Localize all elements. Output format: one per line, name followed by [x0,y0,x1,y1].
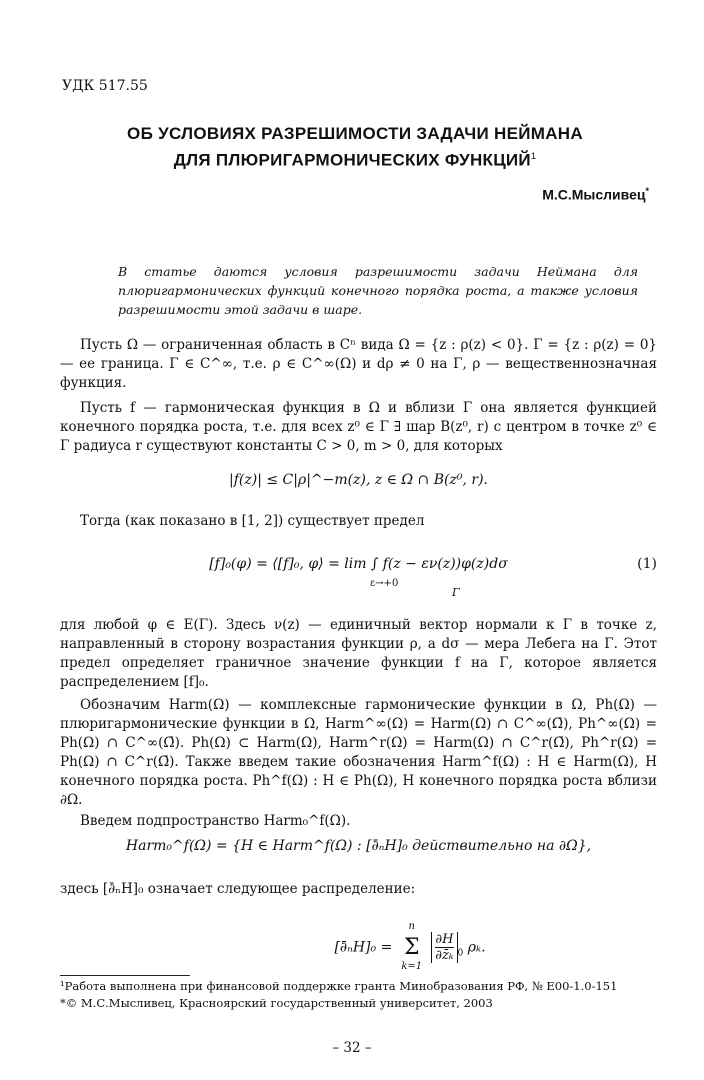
title-line-1: ОБ УСЛОВИЯХ РАЗРЕШИМОСТИ ЗАДАЧИ НЕЙМАНА [127,124,583,143]
body-block-4 [60,880,657,899]
body-block-3 [60,616,657,831]
formula-distribution-rhs: ρₖ. [467,939,486,956]
page-number: – 32 – [332,1040,372,1056]
title-line-2: ДЛЯ ПЛЮРИГАРМОНИЧЕСКИХ ФУНКЦИЙ$^1$ [173,150,537,170]
sum-lower-limit: k=1 [401,961,423,972]
body-block-2 [60,512,657,531]
paragraph-5: Обозначим Harm(Ω) — комплексные гармонические функции в Ω, Ph(Ω) — плюригармонические функции в Ω, Harm^∞(Ω) = Harm(Ω) ∩ C^∞(Ω̄), Ph^∞(Ω) = Ph(Ω) ∩ C^∞(Ω̄). Ph(Ω) ⊂ Harm(Ω), Harm^r(Ω) = Harm(Ω) ∩ C^r(Ω̄), Ph^r(Ω) = Ph(Ω) ∩ C^r(Ω̄). Также введем такие обозначения Harm^f(Ω) : H ∈ Harm(Ω), H конечного порядка роста. Ph^f(Ω) : H ∈ Ph(Ω), H конечного порядка роста вблизи ∂Ω. [60,697,657,808]
bracket-fraction [431,932,457,963]
udk-code: УДК 517.55 [62,78,148,94]
formula-harm0-definition: Harm₀^f(Ω) = {H ∈ Harm^f(Ω) : [∂̄ₙH]₀ действительно на ∂Ω}, [125,838,592,854]
formula-growth-estimate: |f(z)| ≤ C|ρ|^−m(z), z ∈ Ω ∩ B(z⁰, r). [229,472,488,488]
paragraph-3: Тогда (как показано в [1, 2]) существует предел [80,513,425,529]
footnote-divider [60,975,190,976]
bracket-subscript: 0 [457,948,464,959]
abstract: В статье даются условия разрешимости задачи Неймана для плюригармонических функций конечного порядка роста, а также условия разрешимости этой задачи в шаре. [118,264,638,317]
footnote-grant: ¹Работа выполнена при финансовой поддержке гранта Минобразования РФ, № Е00-1.0-151 [60,979,618,993]
author-name: М.С.Мысливец* [542,186,649,203]
footnotes [60,978,657,1012]
paragraph-2: Пусть f — гармоническая функция в Ω и вблизи Γ она является функцией конечного порядка роста, т.е. для всех z⁰ ∈ Γ ∃ шар B(z⁰, r) с центром в точке z⁰ ∈ Γ радиуса r существуют константы C > 0, m > 0, для которых [60,400,657,454]
author-footnote-mark: * [645,186,649,196]
paragraph-4: для любой φ ∈ E(Γ). Здесь ν(z) — единичный вектор нормали к Γ в точке z, направленный в сторону возрастания функции ρ, а dσ — мера Лебега на Γ. Этот предел определяет граничное значение функции f на Γ, которое является распределением [f]₀. [60,617,657,690]
paragraph-7: здесь [∂̄ₙH]₀ означает следующее распределение: [60,881,416,897]
fraction-numerator: ∂H [435,932,454,947]
sum-symbol [397,921,427,972]
formula-distribution-lhs: [∂̄ₙH]₀ = [334,939,397,956]
paragraph-1: Пусть Ω — ограниченная область в Cⁿ вида Ω = {z : ρ(z) < 0}. Γ = {z : ρ(z) = 0} — ее граница. Γ ∈ C^∞, т.е. ρ ∈ C^∞(Ω) и dρ ≠ 0 на Γ, ρ — вещественнозначная функция. [60,337,657,391]
sum-sign: Σ [403,935,420,960]
paragraph-6: Введем подпространство Harm₀^f(Ω). [80,813,351,829]
formula-distribution [60,918,657,970]
fraction-denominator: ∂z̄ₖ [435,948,454,963]
formula-limit-1 [60,556,657,606]
title-footnote-mark: 1 [530,151,537,161]
integral-domain: Γ [452,586,460,599]
footnote-copyright: *© М.С.Мысливец, Красноярский государственный университет, 2003 [60,996,493,1010]
sum-upper-limit: n [408,921,415,932]
paper-title [60,122,650,172]
body-block-1 [60,336,657,456]
limit-subscript: ε→+0 [370,578,399,589]
formula-limit-expression: [f]₀(φ) = ⟨[f]₀, φ⟩ = lim ∫ f(z − εν(z))φ(z)dσ [209,556,508,572]
formula-distribution-body [260,921,560,972]
equation-number: (1) [637,556,657,572]
